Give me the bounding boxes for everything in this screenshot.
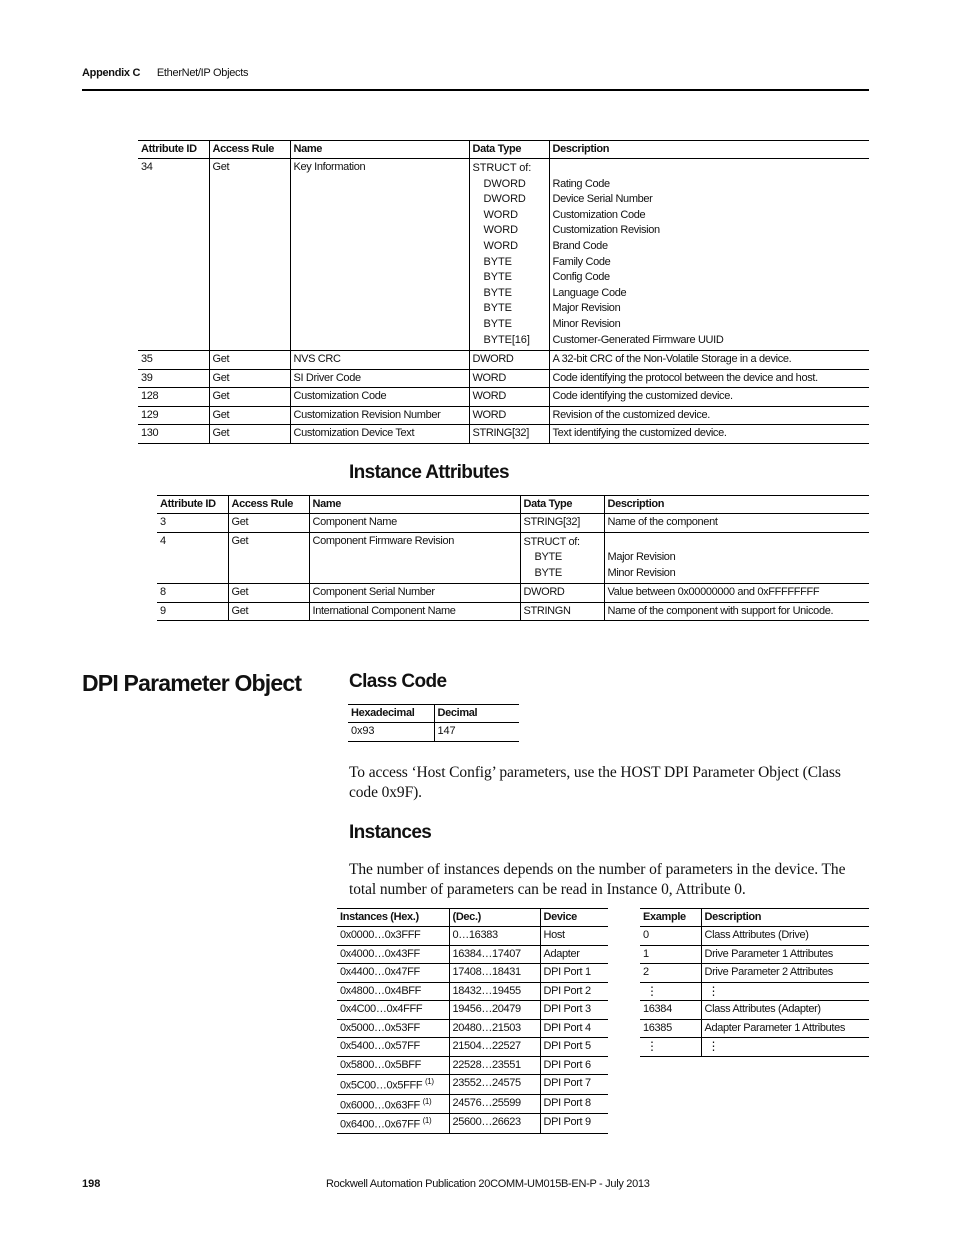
cell-description: Value between 0x00000000 and 0xFFFFFFFF <box>604 584 869 603</box>
cell-example: 16384 <box>640 1001 701 1020</box>
cell-device: DPI Port 2 <box>540 982 608 1001</box>
cell-example: 16385 <box>640 1019 701 1038</box>
type-line: BYTE <box>534 566 562 579</box>
section-label: EtherNet/IP Objects <box>156 67 249 79</box>
cell-access: Get <box>209 425 290 444</box>
table-header-row <box>157 496 869 514</box>
cell-access: Get <box>209 159 290 351</box>
desc-line: Rating Code <box>552 177 610 190</box>
header-rule <box>82 89 869 91</box>
type-line: WORD <box>483 239 518 252</box>
col-description: Description <box>604 496 869 514</box>
cell-description: Adapter Parameter 1 Attributes <box>701 1019 869 1038</box>
footnote-ref: (1) <box>422 1116 432 1126</box>
cell-dec: 17408…18431 <box>449 964 540 983</box>
cell-hex: 0x4C00…0x4FFF <box>337 1001 449 1020</box>
table-row <box>640 945 869 964</box>
running-header <box>82 67 248 79</box>
cell-dec: 0…16383 <box>449 927 540 946</box>
cell-example: 1 <box>640 945 701 964</box>
table-row <box>337 1038 608 1057</box>
col-name: Name <box>309 496 520 514</box>
ellipsis-cell: ⋮ <box>640 982 701 1001</box>
cell-hex: 0x5800…0x5BFF <box>337 1056 449 1075</box>
col-access-rule: Access Rule <box>209 141 290 159</box>
table-row <box>337 964 608 983</box>
cell-type <box>469 159 549 351</box>
table-row <box>138 406 869 425</box>
table-row <box>337 1056 608 1075</box>
col-example: Example <box>640 909 701 927</box>
footnote-ref: (1) <box>424 1077 434 1086</box>
cell-dec: 18432…19455 <box>449 982 540 1001</box>
cell-access: Get <box>209 369 290 388</box>
cell-hex: 0x4400…0x47FF <box>337 964 449 983</box>
hex-range: 0x6400…0x67FF <box>340 1118 420 1131</box>
cell-dec: 16384…17407 <box>449 945 540 964</box>
type-line: BYTE <box>483 302 512 315</box>
cell-description <box>604 532 869 584</box>
cell-dec: 22528…23551 <box>449 1056 540 1075</box>
col-access-rule: Access Rule <box>228 496 309 514</box>
cell-description: Text identifying the customized device. <box>549 425 869 444</box>
table-header-row <box>348 705 519 723</box>
cell-type: WORD <box>469 388 549 407</box>
col-description: Description <box>701 909 869 927</box>
cell-description: Name of the component with support for Unicode. <box>604 602 869 621</box>
cell-hex <box>337 1114 449 1134</box>
ellipsis-cell: ⋮ <box>701 982 869 1001</box>
cell-id: 128 <box>138 388 209 407</box>
cell-id: 4 <box>157 532 228 584</box>
table-row <box>138 369 869 388</box>
cell-device: DPI Port 7 <box>540 1075 608 1095</box>
table-row <box>640 1038 869 1057</box>
col-decimal: Decimal <box>434 705 519 723</box>
cell-device: DPI Port 5 <box>540 1038 608 1057</box>
type-line: WORD <box>483 224 518 237</box>
col-data-type: Data Type <box>520 496 604 514</box>
col-name: Name <box>290 141 469 159</box>
table-row <box>138 388 869 407</box>
cell-dec: 20480…21503 <box>449 1019 540 1038</box>
cell-type: WORD <box>469 369 549 388</box>
cell-name: International Component Name <box>309 602 520 621</box>
table-row <box>337 1019 608 1038</box>
table-row <box>157 584 869 603</box>
col-data-type: Data Type <box>469 141 549 159</box>
cell-description: A 32-bit CRC of the Non-Volatile Storage in a device. <box>549 351 869 370</box>
cell-device: DPI Port 9 <box>540 1114 608 1134</box>
class-attributes-table <box>138 140 869 444</box>
cell-type: STRING[32] <box>469 425 549 444</box>
class-code-table <box>348 704 519 742</box>
cell-dec: 24576…25599 <box>449 1094 540 1114</box>
cell-description: Name of the component <box>604 514 869 533</box>
cell-type: STRINGN <box>520 602 604 621</box>
col-description: Description <box>549 141 869 159</box>
table-row <box>157 514 869 533</box>
cell-access: Get <box>209 406 290 425</box>
type-line: BYTE[16] <box>483 333 530 346</box>
cell-hex <box>337 1075 449 1095</box>
table-row <box>337 1001 608 1020</box>
type-line: DWORD <box>483 177 526 190</box>
cell-type: WORD <box>469 406 549 425</box>
cell-description: Code identifying the protocol between the device and host. <box>549 369 869 388</box>
cell-access: Get <box>228 532 309 584</box>
cell-device: Host <box>540 927 608 946</box>
access-paragraph: To access ‘Host Config’ parameters, use the HOST DPI Parameter Object (Class code 0x9F). <box>349 764 841 801</box>
cell-device: DPI Port 4 <box>540 1019 608 1038</box>
table-row <box>157 602 869 621</box>
table-row <box>138 425 869 444</box>
class-code-heading: Class Code <box>349 671 447 692</box>
table-row <box>640 927 869 946</box>
desc-line: Device Serial Number <box>552 193 653 206</box>
table-row <box>348 723 519 742</box>
cell-name: SI Driver Code <box>290 369 469 388</box>
type-line: BYTE <box>534 551 562 564</box>
cell-hex: 0x5000…0x53FF <box>337 1019 449 1038</box>
cell-type: STRING[32] <box>520 514 604 533</box>
cell-access: Get <box>228 584 309 603</box>
cell-description: Drive Parameter 1 Attributes <box>701 945 869 964</box>
instances-heading: Instances <box>349 822 432 843</box>
ellipsis-cell: ⋮ <box>640 1038 701 1057</box>
cell-name: Component Firmware Revision <box>309 532 520 584</box>
cell-dec: 23552…24575 <box>449 1075 540 1095</box>
cell-example: 0 <box>640 927 701 946</box>
cell-name: Customization Code <box>290 388 469 407</box>
cell-dec: 21504…22527 <box>449 1038 540 1057</box>
table-header-row <box>640 909 869 927</box>
footnote-ref: (1) <box>422 1096 432 1106</box>
cell-id: 9 <box>157 602 228 621</box>
cell-hex: 0x5400…0x57FF <box>337 1038 449 1057</box>
cell-description <box>549 159 869 351</box>
cell-hex: 0x93 <box>348 723 434 742</box>
cell-id: 130 <box>138 425 209 444</box>
publication-info: Rockwell Automation Publication 20COMM-UM015B-EN-P - July 2013 <box>326 1178 650 1190</box>
type-line: WORD <box>483 208 518 221</box>
type-line: BYTE <box>483 317 512 330</box>
instances-paragraph: The number of instances depends on the number of parameters in the device. The total number of parameters can be read in Instance 0, Attribute 0. <box>349 861 846 898</box>
cell-name: Component Serial Number <box>309 584 520 603</box>
table-row <box>337 945 608 964</box>
col-attribute-id: Attribute ID <box>138 141 209 159</box>
instance-attributes-heading: Instance Attributes <box>349 462 509 483</box>
cell-description: Revision of the customized device. <box>549 406 869 425</box>
type-line: BYTE <box>483 286 512 299</box>
desc-line: Customization Revision <box>552 224 660 237</box>
cell-id: 35 <box>138 351 209 370</box>
cell-device: DPI Port 6 <box>540 1056 608 1075</box>
type-line: BYTE <box>483 255 512 268</box>
cell-description: Code identifying the customized device. <box>549 388 869 407</box>
cell-name: Customization Device Text <box>290 425 469 444</box>
cell-id: 129 <box>138 406 209 425</box>
page-number: 198 <box>82 1178 101 1190</box>
cell-id: 3 <box>157 514 228 533</box>
cell-description: Class Attributes (Adapter) <box>701 1001 869 1020</box>
cell-dec: 19456…20479 <box>449 1001 540 1020</box>
cell-description: Drive Parameter 2 Attributes <box>701 964 869 983</box>
table-row <box>138 351 869 370</box>
table-row <box>337 1094 608 1114</box>
cell-hex: 0x4800…0x4BFF <box>337 982 449 1001</box>
desc-line: Major Revision <box>607 551 676 564</box>
cell-access: Get <box>228 602 309 621</box>
cell-id: 34 <box>138 159 209 351</box>
desc-line: Family Code <box>552 255 611 268</box>
table-row <box>337 982 608 1001</box>
instance-attributes-table <box>157 495 869 621</box>
desc-line: Brand Code <box>552 239 608 252</box>
cell-device: Adapter <box>540 945 608 964</box>
desc-line: Config Code <box>552 271 610 284</box>
appendix-label: Appendix C <box>82 67 141 79</box>
struct-label: STRUCT of: <box>472 162 532 174</box>
cell-device: DPI Port 3 <box>540 1001 608 1020</box>
table-row <box>337 1075 608 1095</box>
ellipsis-cell: ⋮ <box>701 1038 869 1057</box>
col-attribute-id: Attribute ID <box>157 496 228 514</box>
hex-range: 0x5C00…0x5FFF <box>340 1079 423 1092</box>
cell-description: Class Attributes (Drive) <box>701 927 869 946</box>
cell-dec: 25600…26623 <box>449 1114 540 1134</box>
type-line: DWORD <box>483 193 526 206</box>
cell-name: Key Information <box>290 159 469 351</box>
table-row <box>157 532 869 584</box>
cell-access: Get <box>228 514 309 533</box>
table-row <box>640 982 869 1001</box>
cell-dec: 147 <box>434 723 519 742</box>
col-instances-hex: Instances (Hex.) <box>337 909 449 927</box>
cell-name: NVS CRC <box>290 351 469 370</box>
cell-hex <box>337 1094 449 1114</box>
table-row <box>138 159 869 351</box>
table-header-row <box>337 909 608 927</box>
cell-access: Get <box>209 388 290 407</box>
example-table <box>640 908 869 1057</box>
cell-device: DPI Port 8 <box>540 1094 608 1114</box>
instances-table <box>337 908 608 1134</box>
cell-type <box>520 532 604 584</box>
desc-line: Language Code <box>552 286 627 299</box>
table-row <box>337 1114 608 1134</box>
desc-line: Customization Code <box>552 208 646 221</box>
col-instances-dec: (Dec.) <box>449 909 540 927</box>
table-row <box>640 1019 869 1038</box>
struct-label: STRUCT of: <box>523 535 580 548</box>
cell-hex: 0x4000…0x43FF <box>337 945 449 964</box>
cell-id: 39 <box>138 369 209 388</box>
cell-id: 8 <box>157 584 228 603</box>
cell-example: 2 <box>640 964 701 983</box>
cell-name: Component Name <box>309 514 520 533</box>
desc-line: Minor Revision <box>552 317 621 330</box>
cell-hex: 0x0000…0x3FFF <box>337 927 449 946</box>
col-hexadecimal: Hexadecimal <box>348 705 434 723</box>
desc-line: Major Revision <box>552 302 621 315</box>
cell-name: Customization Revision Number <box>290 406 469 425</box>
cell-access: Get <box>209 351 290 370</box>
hex-range: 0x6000…0x63FF <box>340 1099 420 1112</box>
table-header-row <box>138 141 869 159</box>
cell-device: DPI Port 1 <box>540 964 608 983</box>
cell-type: DWORD <box>520 584 604 603</box>
type-line: BYTE <box>483 271 512 284</box>
table-row <box>640 964 869 983</box>
desc-line: Minor Revision <box>607 566 676 579</box>
cell-type: DWORD <box>469 351 549 370</box>
table-row <box>640 1001 869 1020</box>
desc-line: Customer-Generated Firmware UUID <box>552 333 724 346</box>
section-title: DPI Parameter Object <box>82 670 302 696</box>
col-device: Device <box>540 909 608 927</box>
table-row <box>337 927 608 946</box>
